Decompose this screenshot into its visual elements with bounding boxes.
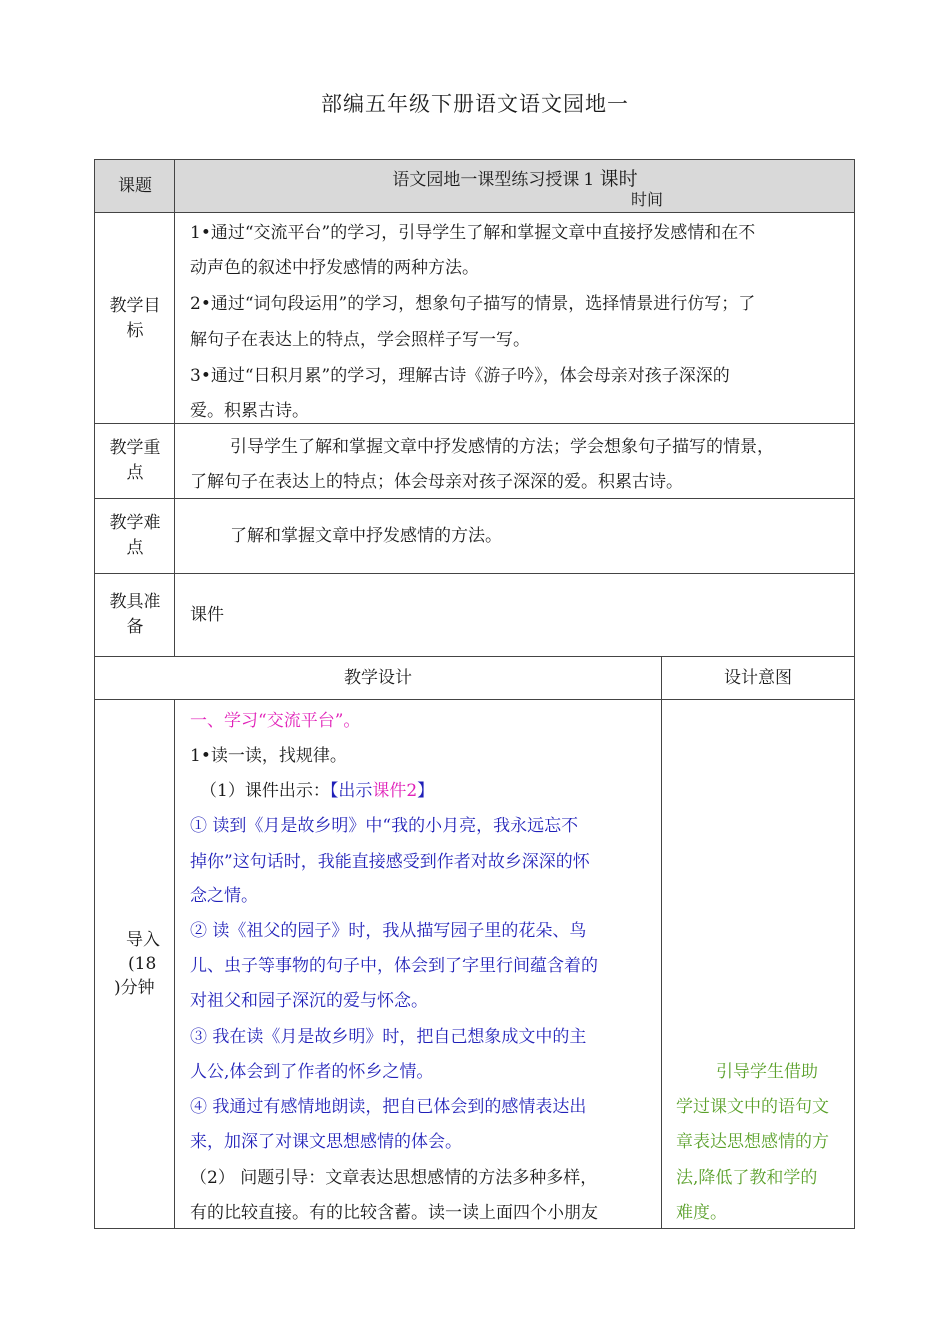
intro-label-line-2: (18	[128, 954, 157, 974]
objectives-line-4: 解句子在表达上的特点，学会照样子写一写。	[190, 330, 530, 350]
courseware-link[interactable]: 课件2	[372, 781, 418, 801]
key-points-line-2: 了解句子在表达上的特点；体会母亲对孩子深深的爱。积累古诗。	[190, 472, 683, 492]
courseware-link-open: 【出示	[329, 781, 373, 801]
intro-step1: 1•读一读，找规律。	[190, 746, 347, 766]
intro-item-line-7: ③ 我在读《月是故乡明》时，把自己想象成文中的主	[190, 1027, 587, 1047]
intro-item-line-2: 掉你”这句话时，我能直接感受到作者对故乡深深的怀	[190, 852, 590, 872]
intro-item-line-5: 儿、虫子等事物的句子中，体会到了字里行间蕴含着的	[190, 956, 598, 976]
intent-line-3: 章表达思想感情的方	[676, 1132, 829, 1152]
objectives-line-6: 爱。积累古诗。	[190, 401, 309, 421]
difficult-points-label-text: 教学难 点	[109, 513, 161, 558]
courseware-link-close: 】	[417, 781, 435, 801]
key-points-label-text: 教学重 点	[109, 438, 161, 483]
intro-label-line-1: 导入	[126, 930, 160, 950]
objectives-line-3: 2•通过“词句段运用”的学习，想象句子描写的情景，选择情景进行仿写；了	[190, 294, 756, 314]
tools-text: 课件	[190, 605, 224, 625]
header-content-text: 语文园地一课型练习授课	[392, 170, 580, 190]
header-hours: 1	[583, 170, 595, 190]
intro-item-line-8: 人公,体会到了作者的怀乡之情。	[190, 1062, 434, 1082]
tools-label	[96, 590, 174, 640]
intro-step2-line-1: （2） 问题引导：文章表达思想感情的方法多种多样，	[190, 1168, 598, 1188]
header-label: 课题	[118, 176, 152, 196]
intent-line-2: 学过课文中的语句文	[676, 1097, 829, 1117]
objectives-line-5: 3•通过“日积月累”的学习，理解古诗《游子吟》，体会母亲对孩子深深的	[190, 366, 730, 386]
tools-label-text: 教具准 备	[109, 592, 161, 637]
intro-item-line-9: ④ 我通过有感情地朗读，把自已体会到的感情表达出	[190, 1097, 587, 1117]
intent-line-1: 引导学生借助	[716, 1062, 818, 1082]
intent-header: 设计意图	[724, 668, 792, 688]
intro-label	[112, 928, 172, 1000]
intro-item-line-1: ① 读到《月是故乡明》中“我的小月亮，我永远忘不	[190, 816, 579, 836]
header-time-label: 时间	[631, 190, 664, 209]
intro-item-line-10: 来，加深了对课文思想感情的体会。	[190, 1132, 462, 1152]
intro-step2-line-2: 有的比较直接。有的比较含蓄。读一读上面四个小朋友	[190, 1203, 598, 1223]
document-title: 部编五年级下册语文语文园地一	[321, 92, 629, 116]
difficult-points-text: 了解和掌握文章中抒发感情的方法。	[230, 526, 502, 546]
objectives-line-2: 动声色的叙述中抒发感情的两种方法。	[190, 258, 479, 278]
design-header: 教学设计	[344, 668, 412, 688]
intent-line-5: 难度。	[676, 1203, 727, 1223]
header-content	[175, 167, 855, 192]
objectives-line-1: 1•通过“交流平台”的学习，引导学生了解和掌握文章中直接抒发感情和在不	[190, 223, 756, 243]
key-points-line-1: 引导学生了解和掌握文章中抒发感情的方法；学会想象句子描写的情景，	[230, 437, 774, 457]
intro-item-line-6: 对祖父和园子深沉的爱与怀念。	[190, 991, 428, 1011]
objectives-label	[96, 294, 174, 344]
key-points-label	[96, 436, 174, 486]
intro-step1-sub	[200, 774, 434, 809]
header-unit: 课时	[599, 168, 638, 190]
difficult-points-label	[96, 511, 174, 561]
intro-heading: 一、学习“交流平台”。	[190, 711, 361, 731]
intro-step1-sub-prefix: （1）课件出示：	[200, 781, 330, 801]
intent-line-4: 法,降低了教和学的	[676, 1168, 818, 1188]
intro-item-line-4: ② 读《祖父的园子》时，我从描写园子里的花朵、鸟	[190, 921, 587, 941]
intro-label-line-3: )分钟	[114, 978, 155, 998]
objectives-label-text: 教学目 标	[109, 296, 161, 341]
intro-item-line-3: 念之情。	[190, 886, 258, 906]
